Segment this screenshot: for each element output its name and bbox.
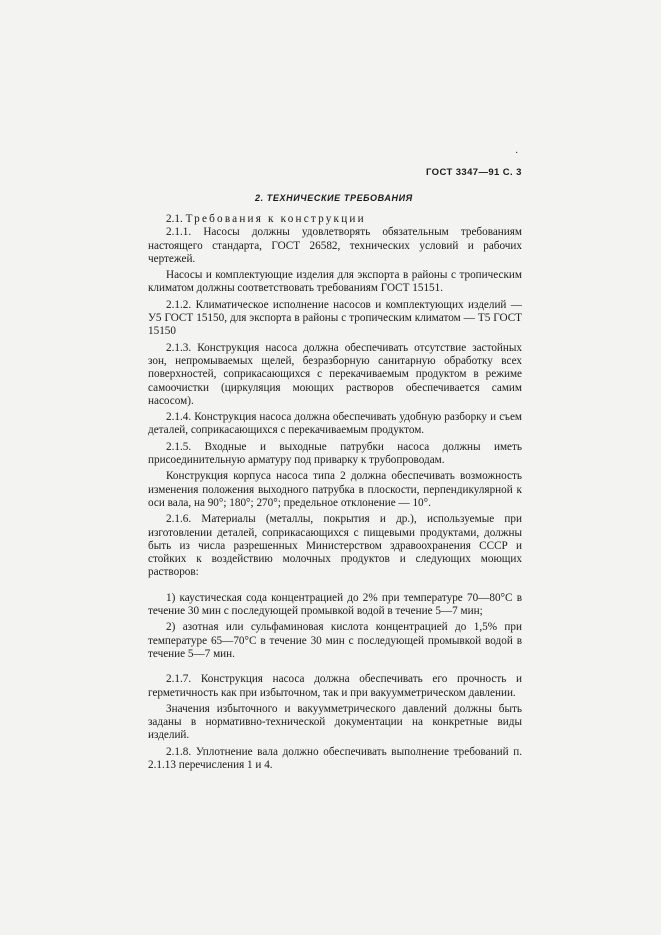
paragraph-2-1: 2.1. Требования к конструкции <box>166 213 366 225</box>
list-item-1: 1) каустическая сода концентрацией до 2% при температуре 70—80°С в течение 30 мин с последующей промывкой водой в течение 5—7 мин; <box>148 591 522 618</box>
paragraph-2-1-1: 2.1.1. Насосы должны удовлетворять обязательным требованиям настоящего стандарта, ГОСТ 26582, технических условий и рабочих чертежей. <box>148 226 522 265</box>
paragraph-2-1-2: 2.1.2. Климатическое исполнение насосов и комплектующих изделий — У5 ГОСТ 15150, для экспорта в районы с тропическим климатом — Т5 ГОСТ 15150 <box>148 298 522 338</box>
page-header: ГОСТ 3347—91 С. 3 <box>426 167 522 178</box>
list-item-2: 2) азотная или сульфаминовая кислота концентрацией до 1,5% при температуре 65—70°С в течение 30 мин с последующей промывкой водой в течение 5—7 мин. <box>148 621 522 660</box>
paragraph-2-1-8: 2.1.8. Уплотнение вала должно обеспечивать выполнение требований п. 2.1.13 перечисления 1 и 4. <box>148 745 523 771</box>
paragraph-2-1-5: 2.1.5. Входные и выходные патрубки насоса должны иметь присоединительную арматуру под приварку к трубопроводам. <box>148 440 522 467</box>
paragraph-2-1-7: 2.1.7. Конструкция насоса должна обеспечивать его прочность и герметичность как при избыточном, так и при вакуумметрическом давлении. <box>148 673 522 699</box>
paragraph-housing: Конструкция корпуса насоса типа 2 должна обеспечивать возможность изменения положения выходного патрубка в плоскости, перпендикулярной к оси вала, на 90°; 180°; 270°; предельное отклонение — 10°. <box>148 470 522 509</box>
paragraph-export: Насосы и комплектующие изделия для экспорта в районы с тропическим климатом должны соответствовать требованиям ГОСТ 15151. <box>148 269 522 295</box>
document-body <box>148 213 522 772</box>
section-title: 2. ТЕХНИЧЕСКИЕ ТРЕБОВАНИЯ <box>255 193 413 203</box>
paragraph-pressure: Значения избыточного и вакуумметрического давлений должны быть заданы в нормативно-технической документации на конкретные виды изделий. <box>148 702 522 742</box>
paragraph-2-1-4: 2.1.4. Конструкция насоса должна обеспечивать удобную разборку и съем деталей, соприкасающихся с перекачиваемым продуктом. <box>148 411 522 437</box>
paragraph-2-1-3: 2.1.3. Конструкция насоса должна обеспечивать отсутствие застойных зон, непромываемых щелей, безразборную санитарную обработку всех поверхностей, соприкасающихся с перекачиваемым продуктом в режиме самоочистки (циркуляция моющих растворов обеспечивается самим насосом). <box>148 341 522 407</box>
page-mark: · <box>515 148 519 159</box>
paragraph-2-1-6: 2.1.6. Материалы (металлы, покрытия и др.), используемые при изготовлении деталей, соприкасающихся с пищевыми продуктами, должны быть из числа разрешенных Министерством здравоохранения СССР и стойких к воздействию молочных продуктов и следующих моющих растворов: <box>148 513 522 579</box>
